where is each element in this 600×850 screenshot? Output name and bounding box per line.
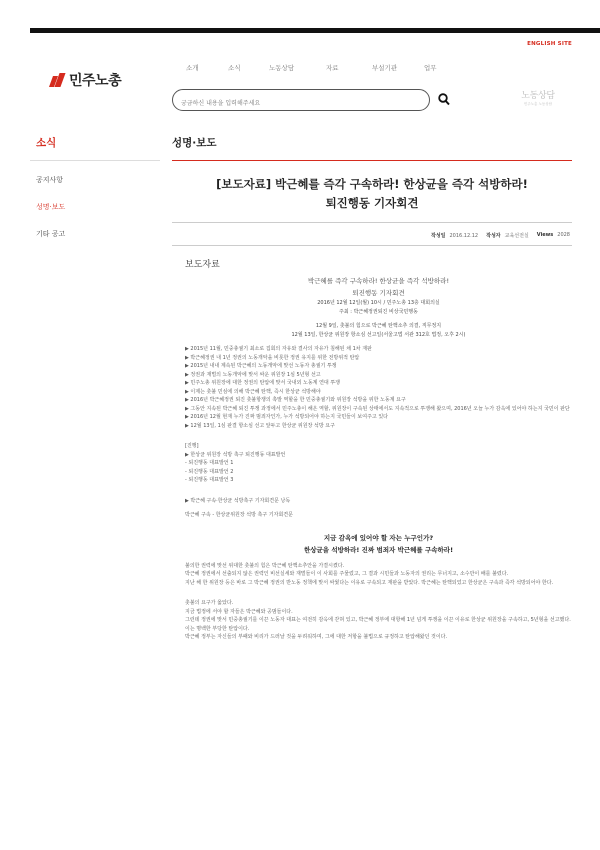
meta-date: 작성일 2016.12.12	[430, 233, 479, 239]
body-center-2: 퇴진행동 기자회견	[352, 289, 405, 297]
post-meta	[431, 232, 570, 239]
body-proc: - 퇴진행동 대표발언 2	[185, 468, 234, 475]
post-title	[172, 175, 572, 213]
title-divider	[172, 160, 572, 161]
search-input[interactable]	[181, 94, 411, 113]
top-bar	[30, 28, 600, 33]
body-para: 불의한 권력에 맞선 위대한 촛불의 힘은 박근혜 탄핵소추안을 가결시켰다.	[185, 562, 345, 569]
body-bold-2: 한상균을 석방하라! 진짜 범죄자 박근혜를 구속하라!	[303, 545, 454, 554]
body-para: 그런데 정권에 맞서 민중총궐기를 이끈 노동자 대표는 여전히 감옥에 갇혀 있고, 박근혜 정부에 대항해 1년 넘게 투쟁을 이끈 이유로 한상균 위원장을 구속하고, 5년형을 선고했다. 이는 명백한 부당한 탄압이다.	[185, 617, 571, 632]
nav-item-about[interactable]: 소개	[186, 64, 199, 72]
nav-item-work[interactable]: 업무	[424, 64, 437, 72]
body-bullet: ▶ 2015년 내내 계속된 박근혜의 노동개악에 맞선 노동자 총궐기 투쟁	[185, 363, 337, 369]
body-line-2: 박근혜 구속 - 한상균위원장 석방 촉구 기자회견문	[185, 512, 293, 518]
body-bullet: ▶ 박근혜정권 내 1년 정권의 노동개악을 비롯한 정권 유지를 위한 전방위적 탄압	[185, 354, 360, 361]
sidebar-divider	[30, 160, 160, 161]
body-bullet: ▶ 2015년 11월, 민중총궐기 최소로 집회의 자유와 결사의 자유가 침해된 채 1차 재판	[185, 346, 372, 352]
body-heading: 보도자료	[185, 260, 220, 270]
body-section-label: [진행]	[185, 443, 199, 449]
nav-item-news[interactable]: 소식	[228, 64, 241, 72]
main-nav	[186, 63, 454, 72]
meta-author: 작성자 교육선전실	[486, 233, 529, 239]
body-bold-1: 지금 감옥에 있어야 할 자는 누구인가?	[323, 533, 434, 542]
body-proc: ▶ 한상균 위원장 석방 촉구 퇴진행동 대표발언	[185, 451, 286, 458]
body-bullet: ▶ 정권과 재벌의 노동개악에 맞서 싸운 위원장 1심 5년형 선고	[185, 371, 321, 378]
body-para: 촛불의 요구가 옳았다.	[185, 600, 234, 606]
body-para: 박근혜 정권에서 선출되지 않은 권력인 비선실세와 재벌들이 이 사회를 주물렀고, 그 결과 시민들과 노동자의 권리는 무너지고, 소수만이 배를 불렸다.	[185, 571, 509, 577]
nav-item-resources[interactable]: 자료	[326, 64, 339, 72]
search-icon[interactable]	[438, 93, 450, 106]
counsel-link[interactable]	[516, 88, 560, 107]
body-bullet: ▶ 2016년 박근혜정권 퇴진 촛불항쟁의 촉발 역할을 한 민중총궐기와 위원장 석방을 위한 노동계 요구	[185, 397, 406, 403]
nav-item-institutes[interactable]: 부설기관	[372, 64, 398, 72]
site-logo[interactable]	[51, 72, 121, 88]
sidebar-title: 소식	[36, 137, 57, 149]
body-bullet: ▶ 2016년 12월 현재 누가 진짜 범죄자인가, 누가 석방되어야 하는지 국민들이 보여주고 있다	[185, 414, 388, 420]
body-para: 지난 해 한 위원장 등은 바로 그 박근혜 정권의 반노동 정책에 맞서 싸웠다는 이유로 구속되고 재판을 받았다. 박근혜는 탄핵되었고 한상균은 구속과 즉각 석방되어야 한다.	[185, 579, 554, 586]
body-bullet: ▶ 민주노총 위원장에 대한 정권의 탄압에 맞서 국내외 노동계 연대 투쟁	[185, 380, 340, 386]
search-box	[172, 89, 430, 111]
body-bullet: ▶ 12월 13일, 1심 판결 항소심 선고 앞두고 한상균 위원장 석방 요구	[185, 422, 335, 429]
page-title: 성명·보도	[172, 137, 217, 149]
english-site-link[interactable]: ENGLISH SITE	[527, 41, 572, 47]
sidebar-item-statements[interactable]: 성명·보도	[36, 203, 66, 211]
body-proc: - 퇴진행동 대표발언 3	[185, 477, 234, 483]
post-title-line-1: [보도자료] 박근혜를 즉각 구속하라! 한상균을 즉각 석방하라!	[216, 177, 528, 191]
logo-text: 민주노총	[69, 73, 122, 89]
body-center-6: 12월 9일, 촛불의 힘으로 박근혜 탄핵소추 의결, 직무정지	[315, 323, 442, 329]
counsel-label: 노동상담	[521, 91, 555, 101]
kctu-logo-icon	[51, 73, 65, 87]
body-bullet: ▶ 그동안 지속된 박근혜 퇴진 투쟁 과정에서 민주노총이 해온 역할, 위원장이 구속된 상태에서도 지속적으로 투쟁해 왔으며, 2016년 오늘 누가 감옥에 있어야 하는지 국민이 판단	[185, 405, 570, 412]
body-bullet: ▶ 이제는 촛불 민심에 의해 박근혜 탄핵, 즉시 한상균 석방해야	[185, 388, 321, 395]
sidebar-item-other[interactable]: 기타 공고	[36, 230, 66, 238]
body-proc: - 퇴진행동 대표발언 1	[185, 460, 234, 466]
body-center-1: 박근혜를 즉각 구속하라! 한상균을 즉각 석방하라!	[307, 277, 450, 285]
sidebar-menu	[36, 175, 65, 256]
body-center-3: 2016년 12월 12일(월) 10시 / 민주노총 13층 대회의실	[317, 300, 440, 306]
sidebar-item-notice[interactable]: 공지사항	[36, 176, 64, 184]
meta-divider-top	[172, 222, 572, 223]
body-line-1: ▶ 박근혜 구속·한상균 석방촉구 기자회견문 낭독	[185, 497, 291, 504]
meta-views: Views 2028	[536, 232, 570, 238]
nav-item-counsel[interactable]: 노동상담	[269, 64, 295, 72]
body-para: 박근혜 정부는 자신들의 부패와 비리가 드러날 것을 두려워하며, 그에 대한 저항을 불법으로 규정하고 탄압해왔던 것이다.	[185, 634, 448, 640]
body-para: 지금 법정에 서야 할 자들은 박근혜와 공범들이다.	[185, 608, 293, 615]
post-title-line-2: 퇴진행동 기자회견	[325, 196, 419, 210]
post-body	[185, 259, 572, 642]
body-center-7: 12월 13일, 한상균 위원장 항소심 선고일(서울고법 서관 312호 법정, 오후 2시)	[291, 331, 466, 338]
meta-divider-bottom	[172, 245, 572, 246]
counsel-sublabel: 민주노총 노동상담	[523, 102, 553, 106]
body-center-4: 주최 : 박근혜정권퇴진 비상국민행동	[339, 308, 418, 315]
